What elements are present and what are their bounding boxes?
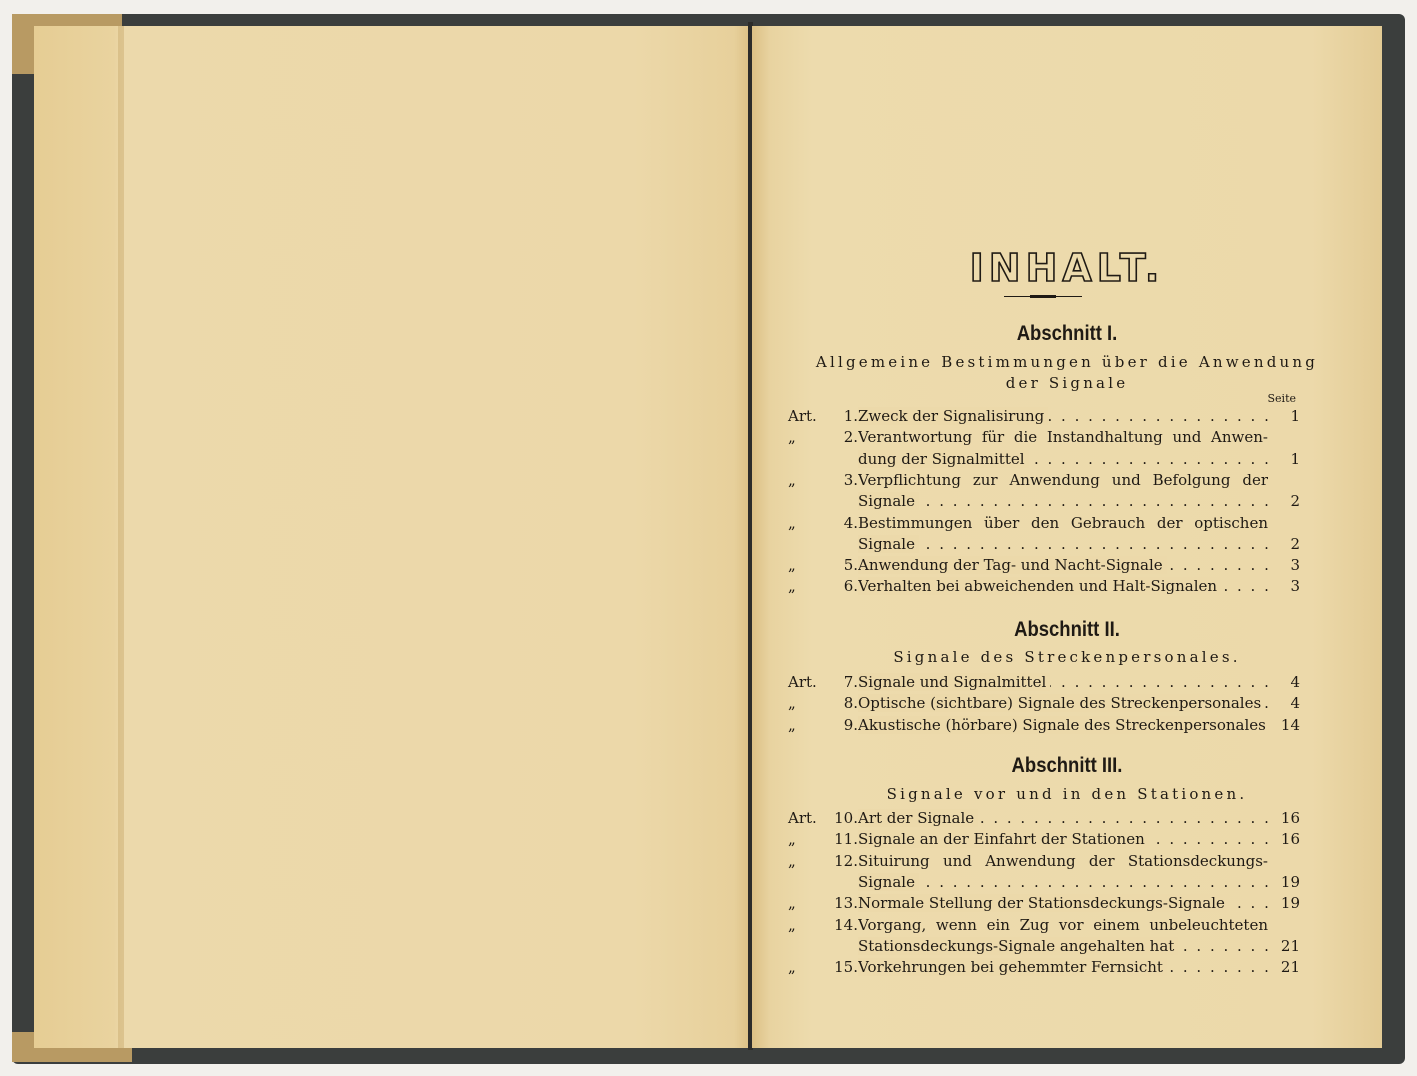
entry-title-line <box>858 672 1268 693</box>
article-label: „ <box>788 851 796 870</box>
toc-entry-row <box>788 851 1300 872</box>
toc-entry-row <box>788 915 1300 936</box>
page-number: 2 <box>1290 492 1300 511</box>
article-label: „ <box>788 577 796 596</box>
page-number: 16 <box>1280 830 1300 849</box>
entry-title: Verantwortung für die Instandhaltung und Anwen- <box>858 428 1268 447</box>
entry-title-line <box>858 555 1268 576</box>
entry-title: Vorgang, wenn ein Zug vor einem unbeleuchteten <box>858 915 1268 934</box>
entry-title: Art der Signale <box>858 809 978 827</box>
entry-title-line <box>858 534 1268 555</box>
page-number: 21 <box>1280 958 1300 977</box>
toc-entry-row <box>788 576 1300 597</box>
article-label: „ <box>788 694 796 713</box>
entry-title: Situirung und Anwendung der Stationsdeckungs- <box>858 851 1268 870</box>
toc-entry-row <box>788 715 1300 736</box>
entry-title: Stationsdeckungs-Signale angehalten hat <box>858 937 1178 955</box>
entry-title-line <box>858 851 1268 872</box>
article-number: 9. <box>843 715 858 734</box>
toc-entry-row <box>788 534 1300 555</box>
page-number: 4 <box>1290 673 1300 691</box>
entry-title-line <box>858 406 1268 427</box>
article-number: 14. <box>834 915 858 934</box>
entry-title-line <box>858 693 1268 714</box>
article-label: „ <box>788 830 796 849</box>
page-number: 1 <box>1290 407 1300 425</box>
article-label: „ <box>788 556 796 575</box>
page-number: 1 <box>1290 449 1300 468</box>
entry-title-line <box>858 915 1268 936</box>
entry-title-line <box>858 829 1268 850</box>
toc-entry-row <box>788 872 1300 893</box>
entry-title-line <box>858 491 1268 512</box>
article-number: 3. <box>843 470 858 489</box>
entry-title: Anwendung der Tag- und Nacht-Signale <box>858 556 1167 574</box>
article-number: 12. <box>834 851 858 870</box>
entry-title-line <box>858 808 1268 829</box>
toc-entry-row <box>788 693 1300 714</box>
toc-entry-row <box>788 672 1300 693</box>
article-number: 6. <box>843 577 858 596</box>
article-label: Art. <box>788 673 817 691</box>
entry-title: Normale Stellung der Stationsdeckungs-Signale <box>858 894 1229 912</box>
entry-title-line <box>858 470 1268 491</box>
entry-title: Signale und Signalmittel <box>858 673 1050 691</box>
article-label: „ <box>788 915 796 934</box>
title-ornament-rule <box>1004 296 1082 297</box>
section-subtitle: Signale des Streckenpersonales. <box>893 648 1241 666</box>
toc-entry-row <box>788 893 1300 914</box>
toc-entry-row <box>788 406 1300 427</box>
toc-entry-row <box>788 829 1300 850</box>
article-number: 13. <box>834 894 858 913</box>
entry-title-line <box>858 715 1268 736</box>
article-number: 8. <box>843 694 858 713</box>
entry-title-line <box>858 449 1268 470</box>
page-number: 3 <box>1290 577 1300 596</box>
entry-title-line <box>858 872 1268 893</box>
toc-entry-row <box>788 427 1300 448</box>
entry-title-line <box>858 936 1268 957</box>
entry-title-line <box>858 513 1268 534</box>
article-number: 4. <box>843 513 858 532</box>
section-heading: Abschnitt III. <box>1011 754 1123 777</box>
left-page-blank <box>34 26 750 1048</box>
entry-title: Signale <box>858 492 919 510</box>
article-label: „ <box>788 470 796 489</box>
article-label: Art. <box>788 407 817 425</box>
page-number: 4 <box>1290 694 1300 713</box>
entry-title: Vorkehrungen bei gehemmter Fernsicht <box>858 958 1167 976</box>
section-heading: Abschnitt I. <box>1016 322 1118 345</box>
entry-title: Verpflichtung zur Anwendung und Befolgung der <box>858 470 1268 489</box>
toc-entry-row <box>788 555 1300 576</box>
entry-title-line <box>858 576 1268 597</box>
toc-entry-row <box>788 513 1300 534</box>
entry-title: Zweck der Signalisirung <box>858 407 1048 425</box>
page-title: INHALT. <box>969 246 1165 290</box>
article-label: „ <box>788 958 796 977</box>
page-number: 14 <box>1280 715 1300 734</box>
page-number: 16 <box>1280 809 1300 827</box>
entry-title-line <box>858 957 1268 978</box>
entry-title-line <box>858 427 1268 448</box>
entry-title: dung der Signalmittel <box>858 450 1029 468</box>
entry-title: Signale <box>858 873 919 891</box>
article-number: 15. <box>834 958 858 977</box>
page-number: 19 <box>1280 872 1300 891</box>
page-number: 3 <box>1290 556 1300 575</box>
section-subtitle: der Signale <box>1005 374 1129 392</box>
toc-entry-row <box>788 470 1300 491</box>
entry-title: Signale an der Einfahrt der Stationen <box>858 830 1149 848</box>
table-of-contents <box>752 26 1382 1048</box>
toc-entry-row <box>788 449 1300 470</box>
article-label: „ <box>788 513 796 532</box>
page-column-label: Seite <box>1267 392 1296 405</box>
entry-title: Verhalten bei abweichenden und Halt-Signalen <box>858 577 1221 595</box>
entry-title: Signale <box>858 535 919 553</box>
page-number: 19 <box>1280 894 1300 913</box>
article-number: 1. <box>843 407 858 425</box>
page-number: 2 <box>1290 534 1300 553</box>
entry-title-line <box>858 893 1268 914</box>
toc-entry-row <box>788 808 1300 829</box>
page-number: 21 <box>1280 936 1300 955</box>
section-subtitle: Allgemeine Bestimmungen über die Anwendung <box>815 353 1319 371</box>
article-label: „ <box>788 894 796 913</box>
section-subtitle: Signale vor und in den Stationen. <box>886 785 1248 803</box>
entry-title: Bestimmungen über den Gebrauch der optischen <box>858 513 1268 532</box>
section-heading: Abschnitt II. <box>1014 618 1120 641</box>
article-label: Art. <box>788 809 817 827</box>
entry-title: Optische (sichtbare) Signale des Streckenpersonales <box>858 694 1265 712</box>
right-page-contents <box>752 26 1382 1048</box>
page-fold <box>118 26 124 1048</box>
article-number: 7. <box>843 673 858 691</box>
toc-entry-row <box>788 936 1300 957</box>
article-label: „ <box>788 428 796 447</box>
toc-entry-row <box>788 957 1300 978</box>
toc-entry-row <box>788 491 1300 512</box>
article-label: „ <box>788 715 796 734</box>
article-number: 5. <box>843 556 858 575</box>
article-number: 11. <box>834 830 858 849</box>
article-number: 10. <box>834 809 858 827</box>
entry-title: Akustische (hörbare) Signale des Streckenpersonales <box>858 716 1268 734</box>
article-number: 2. <box>843 428 858 447</box>
